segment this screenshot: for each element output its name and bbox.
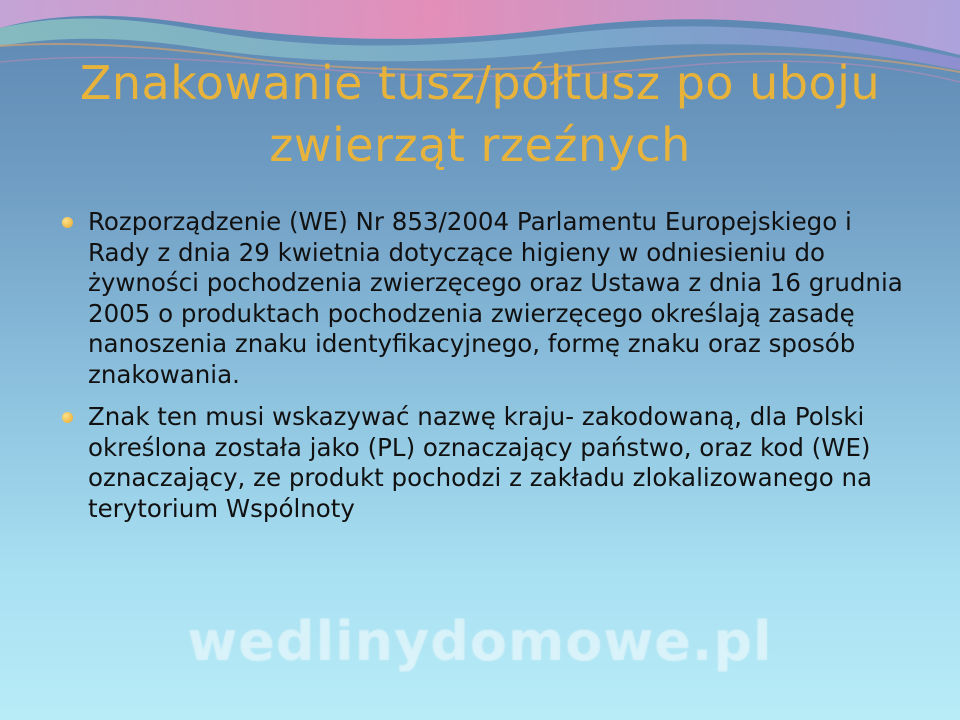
bullet-dot-icon [62,412,73,423]
slide-title: Znakowanie tusz/półtusz po uboju zwierząt rzeźnych [79,56,881,172]
bullet-text: Znak ten musi wskazywać nazwę kraju- zakodowaną, dla Polski określona została jako (PL) oznaczający państwo, oraz kod (WE) oznaczający, ze produkt pochodzi z zakładu zlokalizowanego na terytorium Wspólnoty [88,402,873,523]
bullet-item [62,402,912,524]
bullet-list [62,207,912,536]
bullet-text: Rozporządzenie (WE) Nr 853/2004 Parlamentu Europejskiego i Rady z dnia 29 kwietnia dotyczące higieny w odniesieniu do żywności pochodzenia zwierzęcego oraz Ustawa z dnia 16 grudnia 2005 o produktach pochodzenia zwierzęcego określają zasadę nanoszenia znaku identyfikacyjnego, formę znaku oraz sposób znakowania. [88,207,903,389]
watermark: wedlinydomowe.pl [187,610,773,673]
bullet-dot-icon [62,217,73,228]
bullet-item [62,207,912,390]
